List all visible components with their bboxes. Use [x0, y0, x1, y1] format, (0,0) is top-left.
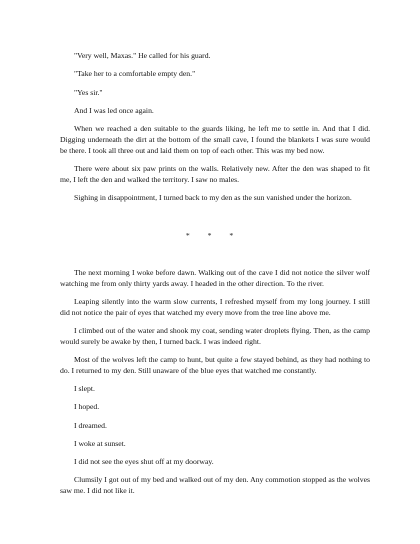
- paragraph: "Yes sir.": [74, 87, 103, 97]
- paragraph: And I was led once again.: [74, 105, 154, 115]
- paragraph: When we reached a den suitable to the guards liking, he left me to settle in. And that I did. Digging underneath the dirt at the bottom of the small cave, I found the blankets I was sure would be there. I took all three out and laid them on top of each other. This was my bed now.: [60, 124, 370, 155]
- paragraph: I woke at sunset.: [74, 438, 126, 448]
- paragraph: I did not see the eyes shut off at my doorway.: [74, 457, 214, 467]
- paragraph: Leaping silently into the warm slow currents, I refreshed myself from my long journey. I still did not notice the pair of eyes that watched my every move from the tree line above me.: [60, 297, 370, 317]
- paragraph: I hoped.: [74, 402, 100, 412]
- paragraph: I dreamed.: [74, 420, 107, 430]
- paragraph: The next morning I woke before dawn. Walking out of the cave I did not notice the silver wolf watching me from only thirty yards away. I headed in the other direction. To the river.: [60, 268, 370, 288]
- paragraph: Clumsily I got out of my bed and walked out of my den. Any commotion stopped as the wolves saw me. I did not like it.: [60, 475, 370, 496]
- paragraph: Sighing in disappointment, I turned back to my den as the sun vanished under the horizon.: [74, 192, 352, 202]
- paragraph: I climbed out of the water and shook my coat, sending water droplets flying. Then, as the camp would surely be awake by then, I turned back. I was indeed right.: [60, 326, 370, 346]
- section-two: [60, 268, 370, 504]
- section-one: [60, 51, 370, 211]
- paragraph: "Take her to a comfortable empty den.": [74, 69, 196, 79]
- paragraph: "Very well, Maxas." He called for his guard.: [74, 51, 211, 60]
- paragraph: There were about six paw prints on the walls. Relatively new. After the den was shaped to fit me, I left the den and walked the territory. I saw no males.: [60, 163, 370, 184]
- paragraph: Most of the wolves left the camp to hunt, but quite a few stayed behind, as they had nothing to do. I returned to my den. Still unaware of the blue eyes that watched me constantly.: [60, 355, 370, 375]
- paragraph: I slept.: [74, 384, 95, 393]
- scene-break: * * *: [185, 231, 235, 240]
